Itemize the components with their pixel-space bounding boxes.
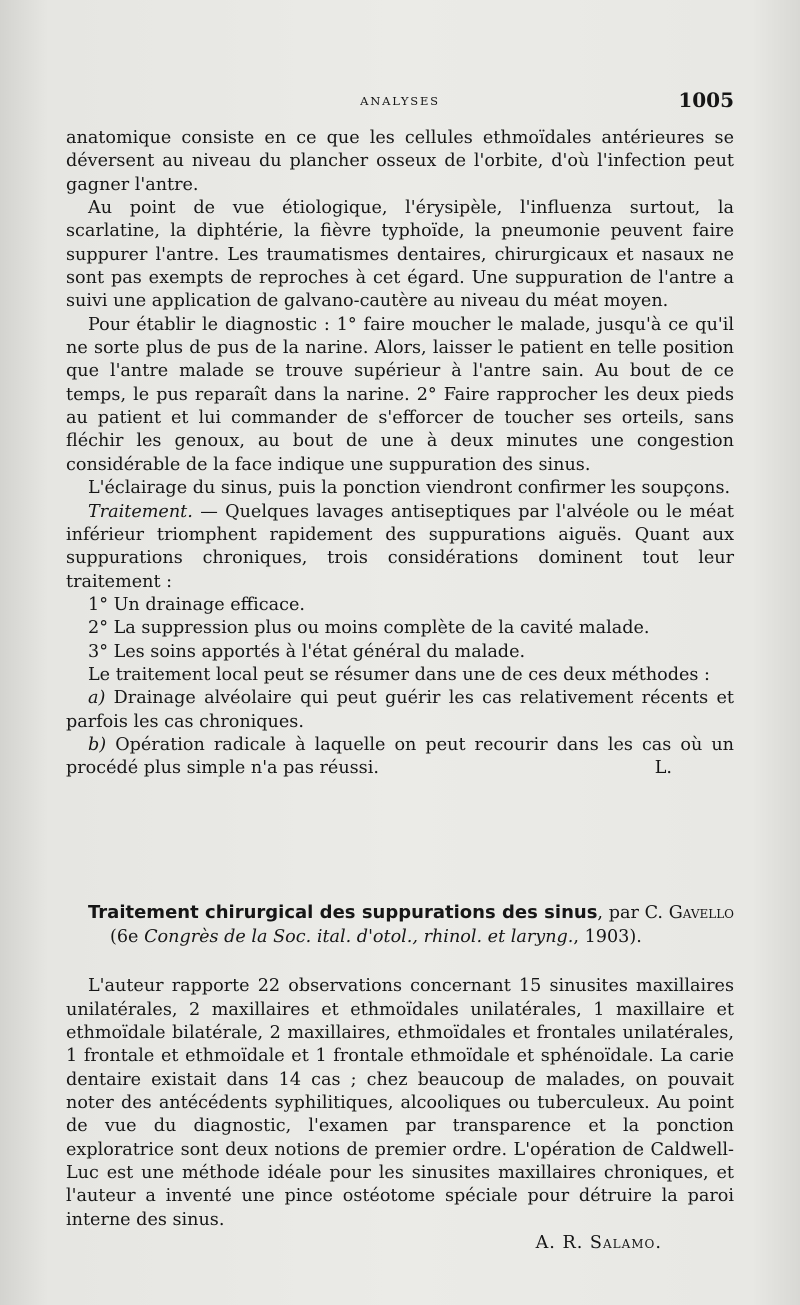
title-suffix: , par [597,903,639,923]
treatment-paragraph [66,501,734,594]
treatment-label: Traitement. [88,501,193,522]
article-heading [88,900,734,949]
method-a-label: a) [88,688,106,709]
previous-review-continuation [66,127,734,781]
method-a [66,687,734,734]
running-title: ANALYSES [360,94,440,108]
consideration-item: 1° Un drainage efficace. [88,594,305,615]
page-header [66,88,734,118]
author-name: C. Gavello [644,903,735,923]
page-number: 1005 [678,88,734,112]
article-body: L'auteur rapporte 22 observations concernant 15 sinusites maxillaires unilatérales, 2 maxillaires et ethmoïdales unilatérales, 1 maxillaire et ethmoïdale bilatérale, 2 maxillaires, ethmoïdales et frontales unilatérales, 1 frontale et ethmoïdale et 1 frontale ethmoïdale et sphénoïdale. La carie dentaire existait dans 14 cas ; chez beaucoup de malades, on pouvait noter des antécédents syphilitiques, alcooliques ou tuberculeux. Au point de vue du diagnostic, l'examen par transparence et la ponction exploratrice sont deux notions de premier ordre. L'opération de Caldwell-Luc est une méthode idéale pour les sinusites maxillaires chroniques, et l'auteur a inventé une pince ostéotome spéciale pour détruire la paroi interne des sinus. [66,976,734,1230]
review-article [66,900,734,1255]
paragraph: Pour établir le diagnostic : 1° faire moucher le malade, jusqu'à ce qu'il ne sorte plus de pus de la narine. Alors, laisser le patient en telle position que l'antre malade se trouve supérieur à l'antre sain. Au bout de ce temps, le pus reparaît dans la narine. 2° Faire rapprocher les deux pieds au patient et lui commander de s'efforcer de toucher ses orteils, sans fléchir les genoux, au bout de une à deux minutes une congestion considérable de la face indique une suppuration des sinus. [66,314,734,475]
spacer [66,949,734,975]
citation-journal: Congrès de la Soc. ital. d'otol., rhinol. et laryng. [144,927,574,947]
method-a-text: Drainage alvéolaire qui peut guérir les cas relativement récents et parfois les cas chroniques. [66,688,734,732]
treatment-text: — Quelques lavages antiseptiques par l'alvéole ou le méat inférieur triomphent rapidement des suppurations aiguës. Quant aux suppurations chroniques, trois considérations dominent tout leur traitement : [66,501,734,592]
citation-close: , 1903). [573,927,642,947]
method-b-text: Opération radicale à laquelle on peut recourir dans les cas où un procédé plus simple n'a pas réussi. [66,734,734,779]
consideration-item: 2° La suppression plus ou moins complète de la cavité malade. [88,618,650,639]
citation-open: (6e [110,927,145,947]
paragraph: Au point de vue étiologique, l'érysipèle, l'influenza surtout, la scarlatine, la diphtérie, la fièvre typhoïde, la pneumonie peuvent faire suppurer l'antre. Les traumatismes dentaires, chirurgicaux et nasaux ne sont pas exempts de reproches à cet égard. Une suppuration de l'antre a suivi une application de galvano-cautère au niveau du méat moyen. [66,198,734,312]
paragraph: L'éclairage du sinus, puis la ponction viendront confirmer les soupçons. [88,478,731,499]
article-title: Traitement chirurgical des suppurations des sinus [88,902,598,923]
methods-intro: Le traitement local peut se résumer dans une de ces deux méthodes : [88,664,710,685]
consideration-item: 3° Les soins apportés à l'état général du malade. [88,641,526,662]
paragraph: anatomique consiste en ce que les cellules ethmoïdales antérieures se déversent au niveau du plancher osseux de l'orbite, d'où l'infection peut gagner l'antre. [66,128,734,195]
article-signature: A. R. Salamo. [535,1233,662,1254]
method-b-label: b) [88,734,107,755]
review-signature: L. [654,758,672,779]
